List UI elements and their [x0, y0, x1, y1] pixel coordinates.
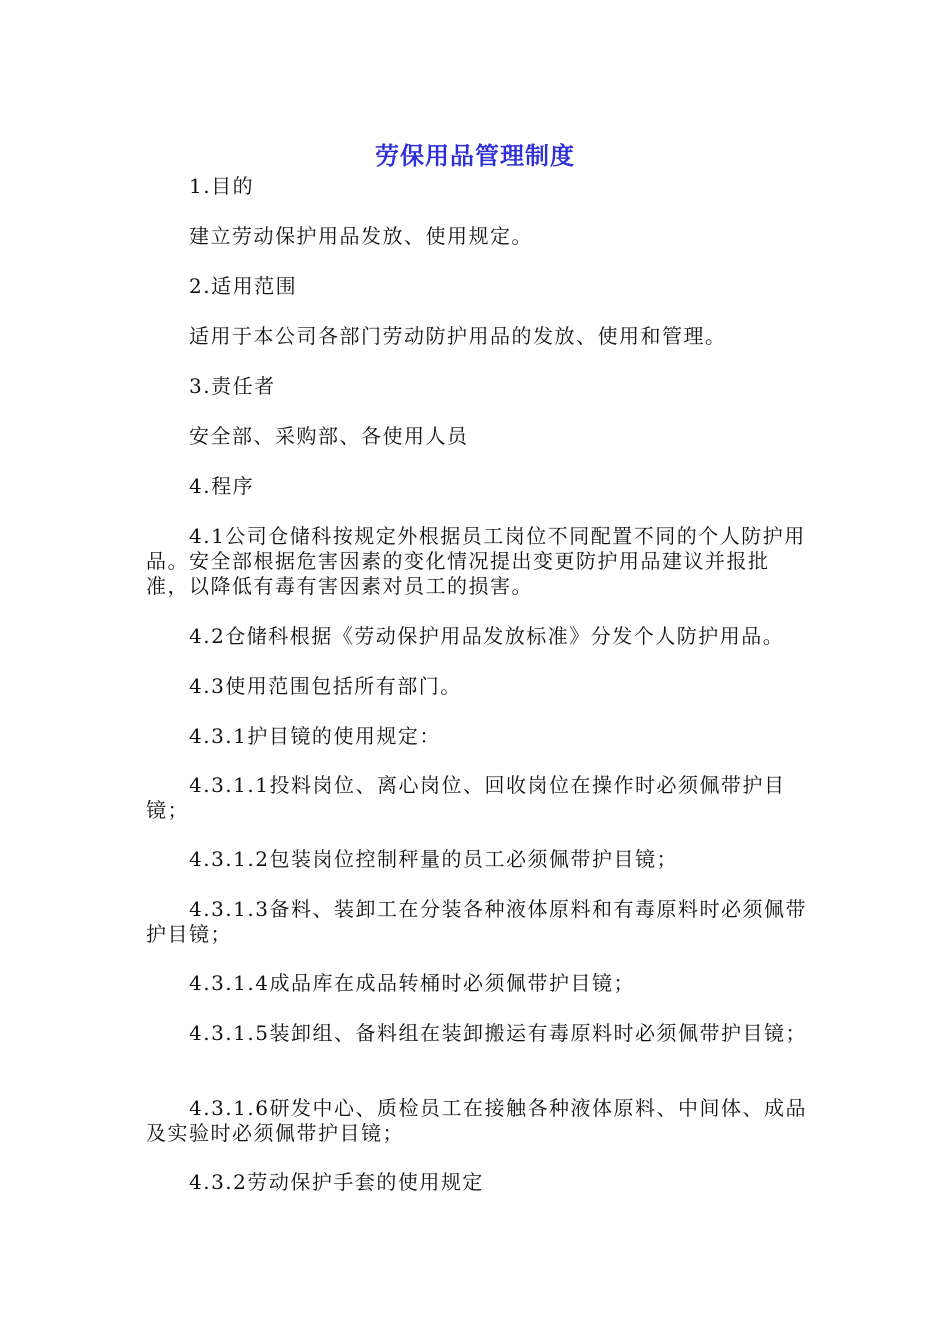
paragraph-responsibility: 安全部、采购部、各使用人员	[189, 424, 469, 448]
section-heading-procedure: 4.程序	[189, 474, 255, 498]
paragraph-4-3: 4.3使用范围包括所有部门。	[189, 674, 462, 698]
paragraph-purpose: 建立劳动保护用品发放、使用规定。	[189, 224, 533, 248]
paragraph-4-3-1-1: 4.3.1.1投料岗位、离心岗位、回收岗位在操作时必须佩带护目镜；	[146, 773, 786, 822]
paragraph-4-3-1-4: 4.3.1.4成品库在成品转桶时必须佩带护目镜；	[189, 971, 635, 995]
section-heading-purpose: 1.目的	[189, 174, 255, 198]
paragraph-4-3-2: 4.3.2劳动保护手套的使用规定	[189, 1170, 484, 1194]
paragraph-4-3-1-3: 4.3.1.3备料、装卸工在分装各种液体原料和有毒原料时必须佩带护目镜；	[146, 897, 807, 946]
paragraph-4-3-1-2: 4.3.1.2包装岗位控制秤量的员工必须佩带护目镜；	[189, 847, 678, 871]
section-heading-scope: 2.适用范围	[189, 274, 298, 298]
paragraph-4-1: 4.1公司仓储科按规定外根据员工岗位不同配置不同的个人防护用品。安全部根据危害因素的变化情况提出变更防护用品建议并报批准，以降低有毒有害因素对员工的损害。	[146, 524, 806, 598]
paragraph-scope: 适用于本公司各部门劳动防护用品的发放、使用和管理。	[189, 324, 727, 348]
paragraph-4-3-1-5: 4.3.1.5装卸组、备料组在装卸搬运有毒原料时必须佩带护目镜；	[189, 1021, 807, 1045]
section-heading-responsibility: 3.责任者	[189, 374, 276, 398]
paragraph-4-3-1: 4.3.1护目镜的使用规定：	[189, 724, 441, 748]
document-title: 劳保用品管理制度	[375, 142, 575, 170]
paragraph-4-3-1-6: 4.3.1.6研发中心、质检员工在接触各种液体原料、中间体、成品及实验时必须佩带护目镜；	[146, 1096, 807, 1145]
paragraph-4-2: 4.2仓储科根据《劳动保护用品发放标准》分发个人防护用品。	[189, 624, 785, 648]
